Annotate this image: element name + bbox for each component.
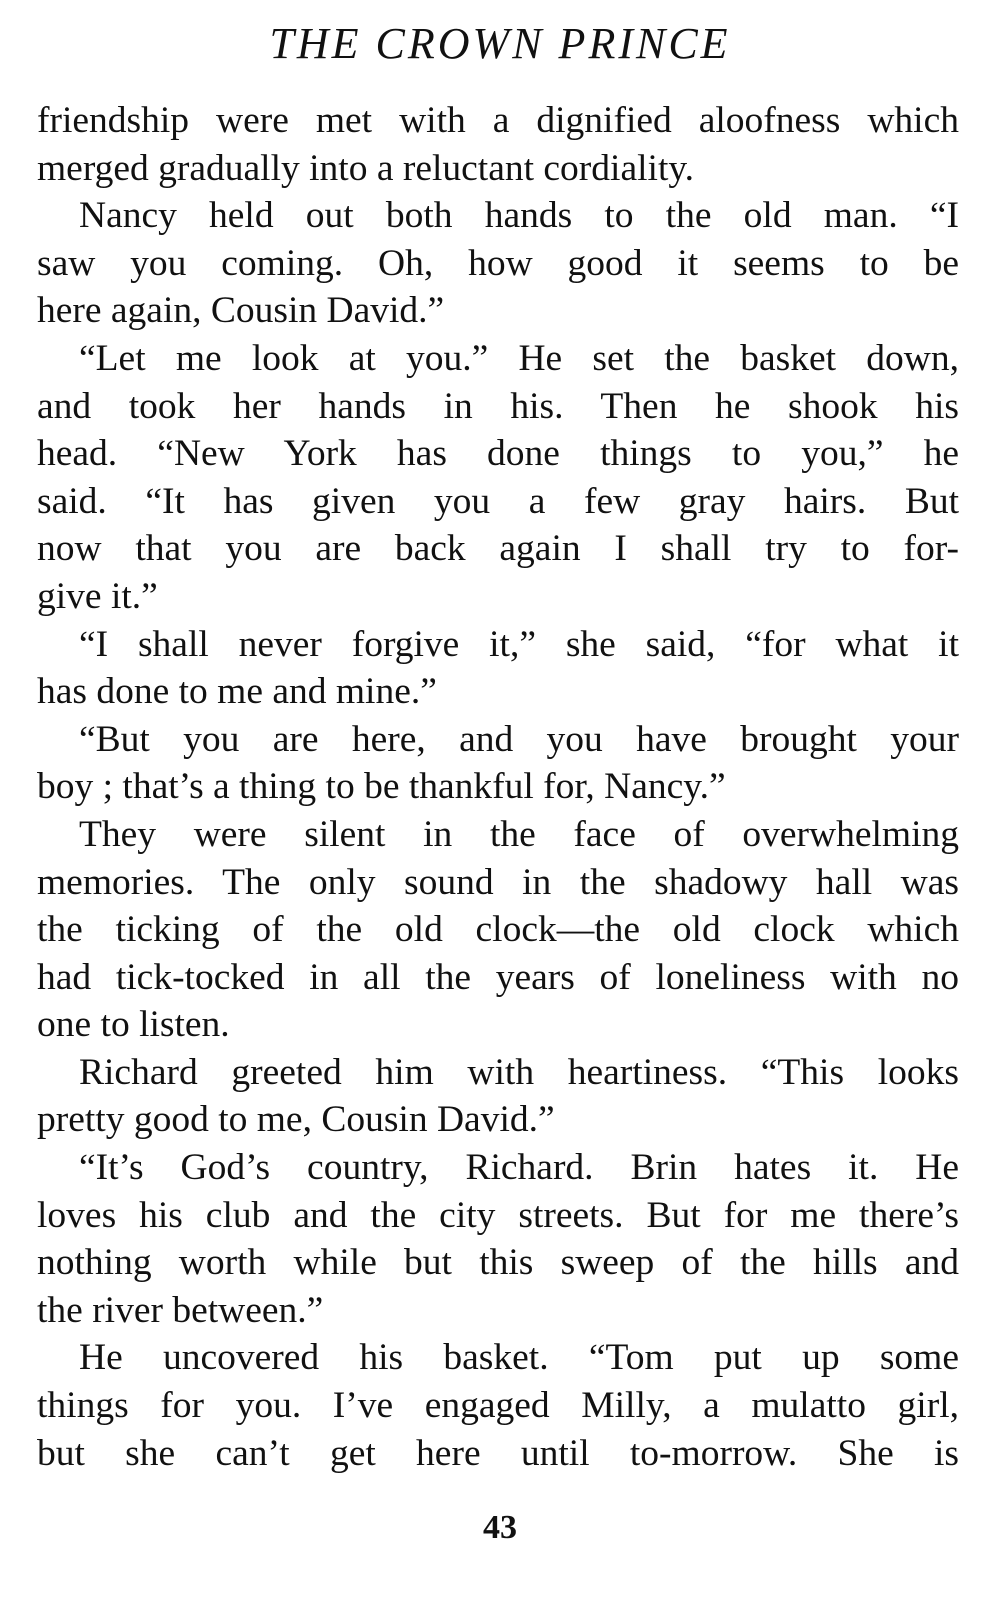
paragraph <box>37 1049 959 1144</box>
text-line: “It’s God’s country, Richard. Brin hates it. He <box>79 1147 959 1189</box>
paragraph <box>37 1144 959 1334</box>
text-line: “But you are here, and you have brought your <box>79 718 959 760</box>
text-line: here again, Cousin David.” <box>37 290 445 332</box>
text-line: one to listen. <box>37 1004 230 1046</box>
paragraph <box>37 335 959 621</box>
text-line: “Let me look at you.” He set the basket down, <box>79 337 959 379</box>
paragraph <box>37 811 959 1049</box>
text-line: “I shall never forgive it,” she said, “for what it <box>79 623 959 665</box>
paragraph <box>37 1334 959 1477</box>
text-line: friendship were met with a dignified aloofness which <box>37 100 959 141</box>
text-line: now that you are back again I shall try to for- <box>37 528 959 570</box>
text-line: head. “New York has done things to you,” he <box>37 433 959 475</box>
text-line: pretty good to me, Cousin David.” <box>37 1099 555 1141</box>
paragraph <box>37 192 959 335</box>
body-text <box>37 97 959 1477</box>
text-line: but she can’t get here until to-morrow. She is <box>37 1432 959 1474</box>
text-line: and took her hands in his. Then he shook his <box>37 385 959 427</box>
text-line: Richard greeted him with heartiness. “This looks <box>79 1051 959 1093</box>
text-line: saw you coming. Oh, how good it seems to be <box>37 242 959 284</box>
text-line: loves his club and the city streets. But for me there’s <box>37 1194 959 1236</box>
text-line: They were silent in the face of overwhelming <box>79 813 959 855</box>
text-line: boy ; that’s a thing to be thankful for, Nancy.” <box>37 766 726 808</box>
text-line: things for you. I’ve engaged Milly, a mulatto girl, <box>37 1385 959 1427</box>
paragraph <box>37 621 959 716</box>
text-line: has done to me and mine.” <box>37 671 437 713</box>
text-line: the river between.” <box>37 1289 324 1331</box>
paragraph <box>37 97 959 192</box>
text-line: had tick-tocked in all the years of loneliness with no <box>37 956 959 998</box>
text-line: merged gradually into a reluctant cordiality. <box>37 147 695 189</box>
text-line: memories. The only sound in the shadowy hall was <box>37 861 959 903</box>
page-number: 43 <box>483 1509 517 1546</box>
paragraph <box>37 716 959 811</box>
running-head: THE CROWN PRINCE <box>269 19 731 68</box>
text-line: nothing worth while but this sweep of the hills and <box>37 1242 959 1284</box>
text-line: the ticking of the old clock—the old clock which <box>37 909 959 951</box>
text-line: He uncovered his basket. “Tom put up some <box>79 1337 959 1379</box>
text-line: give it.” <box>37 575 158 617</box>
text-line: said. “It has given you a few gray hairs. But <box>37 480 959 522</box>
text-line: Nancy held out both hands to the old man. “I <box>79 195 959 237</box>
